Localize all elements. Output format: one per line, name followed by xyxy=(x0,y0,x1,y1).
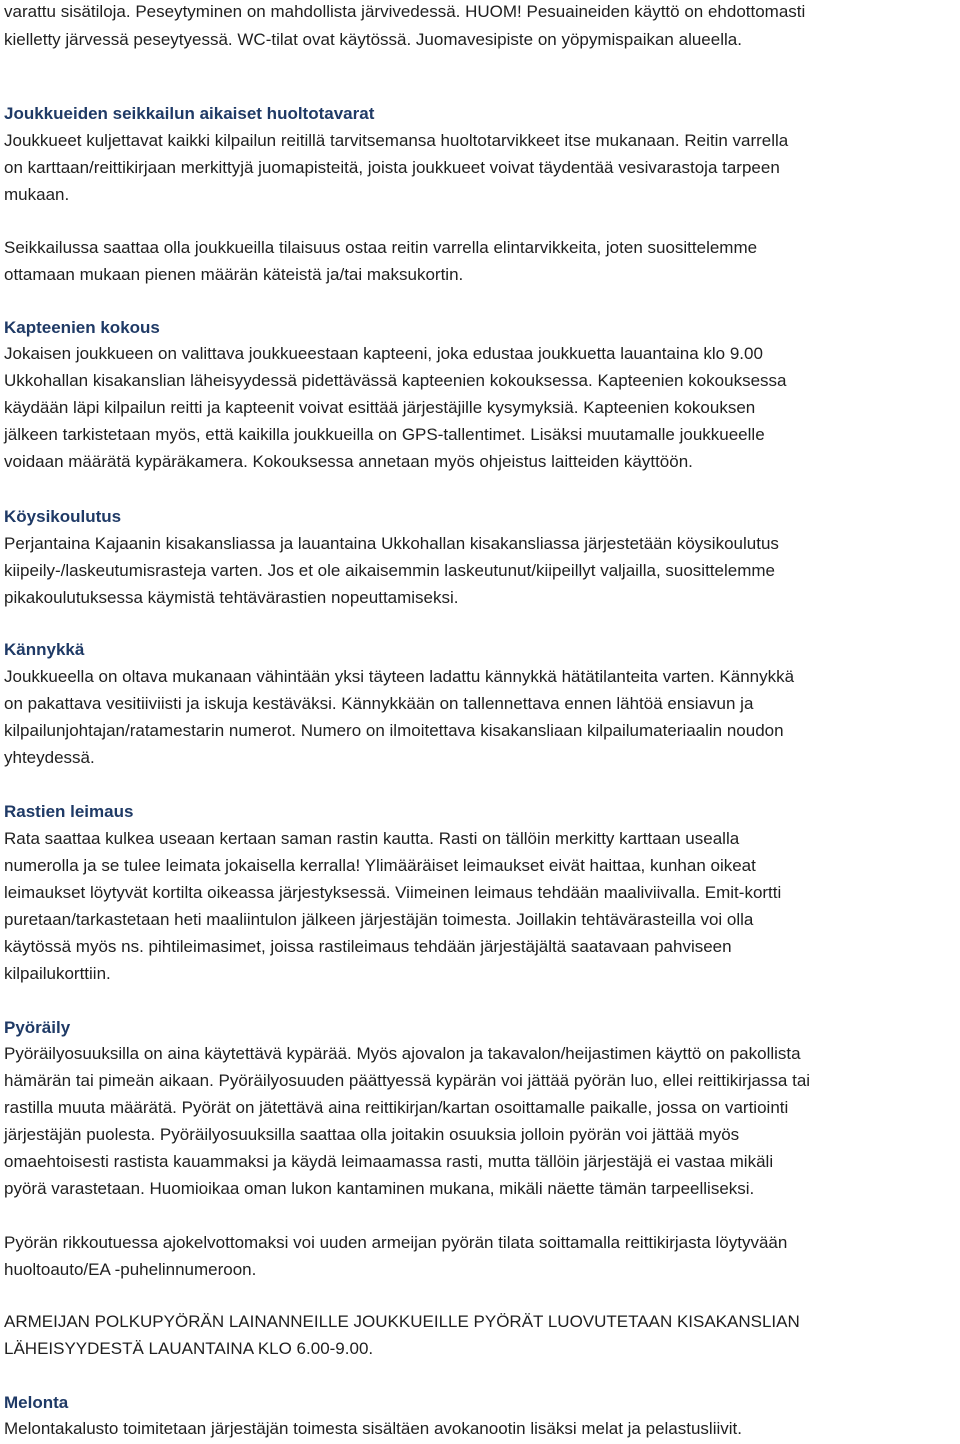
paragraph-line: kiipeily-/laskeutumisrasteja varten. Jos et ole aikaisemmin laskeutunut/kiipeillyt valjailla, suosittelemme xyxy=(4,561,775,580)
paragraph-line: rastilla muuta määrätä. Pyörät on jätettävä aina reittikirjan/kartan osoittamalle paikalle, jossa on vartiointi xyxy=(4,1098,789,1117)
paragraph-line: Joukkueet kuljettavat kaikki kilpailun reitillä tarvitsemansa huoltotarvikkeet itse mukanaan. Reitin varrella xyxy=(4,131,789,150)
section-heading: Joukkueiden seikkailun aikaiset huoltotavarat xyxy=(4,104,375,123)
paragraph-line: kilpailunjohtajan/ratamestarin numerot. Numero on ilmoitettava kisakansliaan kilpailumateriaalin noudon xyxy=(4,721,784,740)
paragraph-line: on karttaan/reittikirjaan merkittyjä juomapisteitä, joista joukkueet voivat täydentää vesivarastoja tarpeen xyxy=(4,158,780,177)
section-heading: Rastien leimaus xyxy=(4,802,134,821)
section-heading: Kapteenien kokous xyxy=(4,318,160,337)
paragraph-line: Ukkohallan kisakanslian läheisyydessä pidettävässä kapteenien kokouksessa. Kapteenien kokouksessa xyxy=(4,371,787,390)
section-heading: Pyöräily xyxy=(4,1018,71,1037)
paragraph-line: kielletty järvessä peseytyessä. WC-tilat ovat käytössä. Juomavesipiste on yöpymispaikan alueella. xyxy=(4,30,742,49)
paragraph-line: ottamaan mukaan pienen määrän käteistä ja/tai maksukortin. xyxy=(4,265,464,284)
section-heading: Melonta xyxy=(4,1393,69,1412)
paragraph-line: Rata saattaa kulkea useaan kertaan saman rastin kautta. Rasti on tällöin merkitty karttaan usealla xyxy=(4,829,740,848)
paragraph-line: jälkeen tarkistetaan myös, että kaikilla joukkueilla on GPS-tallentimet. Lisäksi muutamalle joukkueelle xyxy=(4,425,765,444)
section-heading: Kännykkä xyxy=(4,640,85,659)
paragraph-line: voidaan määrätä kypäräkamera. Kokouksessa annetaan myös ohjeistus laitteiden käyttöön. xyxy=(4,452,693,471)
paragraph-line: käydään läpi kilpailun reitti ja kapteenit voivat esittää järjestäjille kysymyksiä. Kapteenien kokouksen xyxy=(4,398,756,417)
paragraph-line: mukaan. xyxy=(4,185,70,204)
paragraph-line: Pyörän rikkoutuessa ajokelvottomaksi voi uuden armeijan pyörän tilata soittamalla reittikirjasta löytyvään xyxy=(4,1233,788,1252)
paragraph-line: pyörä varastetaan. Huomioikaa oman lukon kantaminen mukana, mikäli näette tämän tarpeelliseksi. xyxy=(4,1179,755,1198)
paragraph-line: hämärän tai pimeän aikaan. Pyöräilyosuuden päättyessä kypärän voi jättää pyörän luo, ellei reittikirjassa tai xyxy=(4,1071,811,1090)
paragraph-line: puretaan/tarkastetaan heti maaliintulon jälkeen järjestäjän toimesta. Joillakin tehtävärasteilla voi olla xyxy=(4,910,754,929)
paragraph-line: Pyöräilyosuuksilla on aina käytettävä kypärää. Myös ajovalon ja takavalon/heijastimen käyttö on pakollista xyxy=(4,1044,801,1063)
paragraph-line: Melontakalusto toimitetaan järjestäjän toimesta sisältäen avokanootin lisäksi melat ja pelastusliivit. xyxy=(4,1419,742,1438)
paragraph-line: Joukkueella on oltava mukanaan vähintään yksi täyteen ladattu kännykkä hätätilanteita varten. Kännykkä xyxy=(4,667,795,686)
paragraph-line: omaehtoisesti rastista kauammaksi ja käydä leimaamassa rasti, mutta tällöin järjestäjä ei vastaa mikäli xyxy=(4,1152,774,1171)
paragraph-line: huoltoauto/EA -puhelinnumeroon. xyxy=(4,1260,257,1279)
paragraph-line: leimaukset löytyvät kortilta oikeassa järjestyksessä. Viimeinen leimaus tehdään maaliviivalla. Emit-kortti xyxy=(4,883,782,902)
paragraph-line: Jokaisen joukkueen on valittava joukkueestaan kapteeni, joka edustaa joukkuetta lauantaina klo 9.00 xyxy=(4,344,763,363)
paragraph-line: on pakattava vesitiiviisti ja iskuja kestäväksi. Kännykkään on tallennettava ennen lähtöä ensiavun ja xyxy=(4,694,754,713)
paragraph-line: järjestäjän puolesta. Pyöräilyosuuksilla saattaa olla joitakin osuuksia jolloin pyörän voi jättää myös xyxy=(4,1125,740,1144)
section-heading: Köysikoulutus xyxy=(4,507,122,526)
paragraph-line: yhteydessä. xyxy=(4,748,95,767)
paragraph-line: varattu sisätiloja. Peseytyminen on mahdollista järvivedessä. HUOM! Pesuaineiden käyttö on ehdottomasti xyxy=(4,2,806,21)
paragraph-line: Seikkailussa saattaa olla joukkueilla tilaisuus ostaa reitin varrella elintarvikkeita, joten suosittelemme xyxy=(4,238,758,257)
paragraph-line: Perjantaina Kajaanin kisakansliassa ja lauantaina Ukkohallan kisakansliassa järjestetään köysikoulutus xyxy=(4,534,779,553)
paragraph-line: numerolla ja se tulee leimata jokaisella kerralla! Ylimääräiset leimaukset eivät haittaa, kunhan oikeat xyxy=(4,856,756,875)
paragraph-line: LÄHEISYYDESTÄ LAUANTAINA KLO 6.00-9.00. xyxy=(4,1339,374,1358)
paragraph-line: käytössä myös ns. pihtileimasimet, joissa rastileimaus tehdään järjestäjältä saatavaan pahviseen xyxy=(4,937,732,956)
paragraph-line: ARMEIJAN POLKUPYÖRÄN LAINANNEILLE JOUKKUEILLE PYÖRÄT LUOVUTETAAN KISAKANSLIAN xyxy=(4,1312,800,1331)
paragraph-line: pikakoulutuksessa käymistä tehtävärastien nopeuttamiseksi. xyxy=(4,588,459,607)
paragraph-line: kilpailukorttiin. xyxy=(4,964,111,983)
